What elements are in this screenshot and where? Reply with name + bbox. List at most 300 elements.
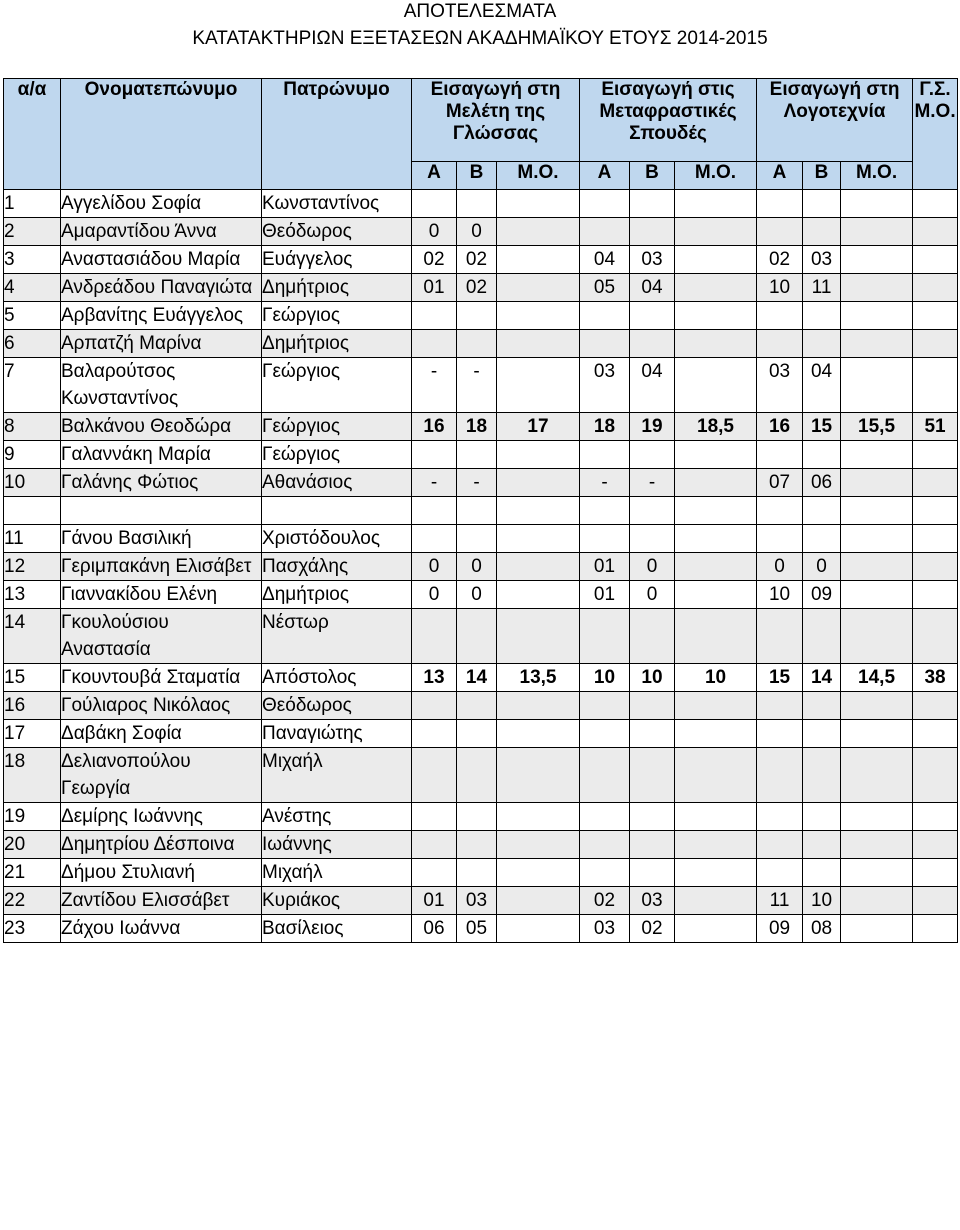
student-name: Δημητρίου Δέσποινα (61, 831, 262, 859)
father-name: Γεώργιος (262, 413, 412, 441)
score-cell (580, 302, 630, 330)
score-cell: 0 (412, 553, 457, 581)
student-name: Γιαννακίδου Ελένη (61, 581, 262, 609)
score-cell (497, 218, 580, 246)
score-cell (913, 553, 958, 581)
empty-cell (630, 497, 675, 525)
table-row (4, 330, 958, 358)
header-group-language: Εισαγωγή στη Μελέτη της Γλώσσας (412, 79, 580, 162)
score-cell (675, 190, 757, 218)
score-cell (412, 720, 457, 748)
score-cell (675, 246, 757, 274)
student-name: Γούλιαρος Νικόλαος (61, 692, 262, 720)
score-cell: 05 (457, 915, 497, 943)
score-cell (457, 441, 497, 469)
score-cell (497, 609, 580, 664)
score-cell (841, 190, 913, 218)
score-cell (757, 831, 803, 859)
score-cell (412, 859, 457, 887)
score-cell (803, 609, 841, 664)
empty-cell (262, 497, 412, 525)
score-cell: 01 (412, 274, 457, 302)
score-cell: 17 (497, 413, 580, 441)
row-number: 6 (4, 330, 61, 358)
row-number: 21 (4, 859, 61, 887)
score-cell (412, 831, 457, 859)
score-cell (580, 859, 630, 887)
score-cell: 10 (757, 581, 803, 609)
score-cell (803, 525, 841, 553)
score-cell (497, 831, 580, 859)
score-cell (630, 441, 675, 469)
score-cell (675, 581, 757, 609)
score-cell (913, 274, 958, 302)
score-cell (497, 330, 580, 358)
score-cell (457, 720, 497, 748)
father-name: Ευάγγελος (262, 246, 412, 274)
document-header (0, 0, 960, 54)
score-cell: 0 (457, 581, 497, 609)
score-cell (757, 441, 803, 469)
score-cell (841, 692, 913, 720)
score-cell (675, 915, 757, 943)
document-subtitle: ΚΑΤΑΤΑΚΤΗΡΙΩΝ ΕΞΕΤΑΣΕΩΝ ΑΚΑΔΗΜΑΪΚΟΥ ΕΤΟΥΣ 2014-2015 (192, 28, 768, 49)
score-cell: 19 (630, 413, 675, 441)
score-cell (412, 609, 457, 664)
empty-cell (803, 497, 841, 525)
score-cell: - (630, 469, 675, 497)
score-cell (630, 720, 675, 748)
score-cell (497, 441, 580, 469)
father-name: Θεόδωρος (262, 218, 412, 246)
score-cell: 10 (580, 664, 630, 692)
score-cell (913, 302, 958, 330)
header-group-literature: Εισαγωγή στη Λογοτεχνία (757, 79, 913, 162)
score-cell: - (457, 469, 497, 497)
father-name: Μιχαήλ (262, 748, 412, 803)
score-cell: 11 (757, 887, 803, 915)
score-cell (497, 720, 580, 748)
table-row (4, 803, 958, 831)
score-cell (841, 915, 913, 943)
score-cell (412, 525, 457, 553)
header-sub-2: Μ.Ο. (497, 162, 580, 190)
score-cell (841, 887, 913, 915)
spacer-row (4, 497, 958, 525)
score-cell: 03 (457, 887, 497, 915)
score-cell: 15 (757, 664, 803, 692)
table-row (4, 358, 958, 413)
father-name: Πασχάλης (262, 553, 412, 581)
row-number: 4 (4, 274, 61, 302)
score-cell (841, 720, 913, 748)
score-cell: 03 (630, 246, 675, 274)
score-cell (412, 302, 457, 330)
score-cell (497, 190, 580, 218)
score-cell: 18,5 (675, 413, 757, 441)
father-name: Γεώργιος (262, 358, 412, 413)
score-cell (497, 748, 580, 803)
score-cell (580, 525, 630, 553)
score-cell (757, 748, 803, 803)
score-cell: 03 (803, 246, 841, 274)
score-cell (757, 720, 803, 748)
score-cell (757, 302, 803, 330)
row-number: 16 (4, 692, 61, 720)
results-table (3, 78, 958, 943)
score-cell (675, 330, 757, 358)
score-cell (457, 803, 497, 831)
score-cell (757, 859, 803, 887)
score-cell (803, 720, 841, 748)
score-cell (841, 525, 913, 553)
score-cell (497, 692, 580, 720)
score-cell (913, 720, 958, 748)
score-cell: 03 (580, 358, 630, 413)
father-name: Γεώργιος (262, 441, 412, 469)
score-cell: 09 (757, 915, 803, 943)
score-cell: 0 (457, 218, 497, 246)
score-cell: 01 (580, 553, 630, 581)
row-number: 15 (4, 664, 61, 692)
score-cell (457, 859, 497, 887)
score-cell (841, 803, 913, 831)
score-cell: 02 (457, 246, 497, 274)
header-father: Πατρώνυμο (262, 79, 412, 190)
score-cell: 0 (412, 581, 457, 609)
score-cell (913, 859, 958, 887)
empty-cell (4, 497, 61, 525)
student-name: Αρπατζή Μαρίνα (61, 330, 262, 358)
score-cell (675, 720, 757, 748)
father-name: Απόστολος (262, 664, 412, 692)
score-cell (457, 748, 497, 803)
score-cell (630, 302, 675, 330)
score-cell (580, 218, 630, 246)
table-row (4, 581, 958, 609)
score-cell (497, 469, 580, 497)
table-row (4, 246, 958, 274)
score-cell (803, 692, 841, 720)
score-cell (497, 525, 580, 553)
student-name: Γκουλούσιου Αναστασία (61, 609, 262, 664)
score-cell (841, 358, 913, 413)
score-cell: 03 (580, 915, 630, 943)
score-cell (580, 692, 630, 720)
score-cell: 07 (757, 469, 803, 497)
row-number: 20 (4, 831, 61, 859)
score-cell (497, 553, 580, 581)
score-cell (913, 358, 958, 413)
row-number: 10 (4, 469, 61, 497)
score-cell (913, 330, 958, 358)
score-cell (757, 218, 803, 246)
student-name: Ζάχου Ιωάννα (61, 915, 262, 943)
score-cell (497, 887, 580, 915)
score-cell (757, 609, 803, 664)
score-cell (841, 553, 913, 581)
empty-cell (457, 497, 497, 525)
score-cell: 05 (580, 274, 630, 302)
score-cell (913, 525, 958, 553)
score-cell (580, 190, 630, 218)
student-name: Βαλκάνου Θεοδώρα (61, 413, 262, 441)
row-number: 5 (4, 302, 61, 330)
score-cell (457, 302, 497, 330)
score-cell (913, 887, 958, 915)
empty-cell (675, 497, 757, 525)
score-cell: 38 (913, 664, 958, 692)
score-cell (675, 692, 757, 720)
score-cell (580, 748, 630, 803)
score-cell: - (412, 469, 457, 497)
table-row (4, 190, 958, 218)
empty-cell (757, 497, 803, 525)
score-cell: 10 (803, 887, 841, 915)
student-name: Αρβανίτης Ευάγγελος (61, 302, 262, 330)
score-cell (497, 246, 580, 274)
table-row (4, 664, 958, 692)
score-cell (757, 190, 803, 218)
score-cell: 13,5 (497, 664, 580, 692)
table-row (4, 218, 958, 246)
score-cell (412, 441, 457, 469)
score-cell (457, 692, 497, 720)
empty-cell (497, 497, 580, 525)
table-body (4, 190, 958, 943)
score-cell: 06 (803, 469, 841, 497)
score-cell (457, 831, 497, 859)
score-cell (913, 692, 958, 720)
score-cell (913, 915, 958, 943)
score-cell: 51 (913, 413, 958, 441)
table-row (4, 748, 958, 803)
score-cell (675, 274, 757, 302)
score-cell (630, 330, 675, 358)
row-number: 12 (4, 553, 61, 581)
score-cell (841, 609, 913, 664)
score-cell: 10 (675, 664, 757, 692)
header-sub-7: Β (803, 162, 841, 190)
score-cell (630, 609, 675, 664)
score-cell: 0 (757, 553, 803, 581)
score-cell (803, 831, 841, 859)
score-cell (497, 803, 580, 831)
score-cell (913, 803, 958, 831)
student-name: Αμαραντίδου Άννα (61, 218, 262, 246)
score-cell (803, 218, 841, 246)
score-cell (675, 302, 757, 330)
score-cell (913, 441, 958, 469)
score-cell: 04 (630, 274, 675, 302)
score-cell (841, 581, 913, 609)
father-name: Κυριάκος (262, 887, 412, 915)
student-name: Γαλάνης Φώτιος (61, 469, 262, 497)
score-cell: - (412, 358, 457, 413)
score-cell (841, 831, 913, 859)
score-cell (412, 190, 457, 218)
score-cell (757, 330, 803, 358)
score-cell: 13 (412, 664, 457, 692)
score-cell: 15 (803, 413, 841, 441)
student-name: Αναστασιάδου Μαρία (61, 246, 262, 274)
score-cell (913, 190, 958, 218)
score-cell (757, 525, 803, 553)
table-row (4, 915, 958, 943)
table-row (4, 831, 958, 859)
score-cell: 0 (412, 218, 457, 246)
row-number: 3 (4, 246, 61, 274)
header-group-translation: Εισαγωγή στις Μεταφραστικές Σπουδές (580, 79, 757, 162)
score-cell: 08 (803, 915, 841, 943)
score-cell: 16 (757, 413, 803, 441)
score-cell: 01 (580, 581, 630, 609)
score-cell (675, 831, 757, 859)
score-cell (675, 553, 757, 581)
score-cell (497, 859, 580, 887)
score-cell (841, 218, 913, 246)
row-number: 9 (4, 441, 61, 469)
score-cell (580, 720, 630, 748)
header-sub-3: Α (580, 162, 630, 190)
student-name: Γάνου Βασιλική (61, 525, 262, 553)
table-row (4, 469, 958, 497)
header-sub-0: Α (412, 162, 457, 190)
score-cell (675, 469, 757, 497)
score-cell (497, 274, 580, 302)
score-cell (630, 803, 675, 831)
score-cell: 03 (757, 358, 803, 413)
score-cell (630, 692, 675, 720)
father-name: Νέστωρ (262, 609, 412, 664)
score-cell (841, 859, 913, 887)
score-cell: 0 (630, 553, 675, 581)
score-cell (630, 218, 675, 246)
row-number: 7 (4, 358, 61, 413)
score-cell (457, 525, 497, 553)
table-row (4, 887, 958, 915)
score-cell: 0 (630, 581, 675, 609)
student-name: Γαλαννάκη Μαρία (61, 441, 262, 469)
row-number: 8 (4, 413, 61, 441)
score-cell (630, 831, 675, 859)
row-number: 22 (4, 887, 61, 915)
score-cell: 04 (803, 358, 841, 413)
score-cell (913, 581, 958, 609)
score-cell (757, 803, 803, 831)
row-number: 2 (4, 218, 61, 246)
score-cell (412, 692, 457, 720)
score-cell: 01 (412, 887, 457, 915)
score-cell: 0 (803, 553, 841, 581)
row-number: 23 (4, 915, 61, 943)
score-cell (630, 525, 675, 553)
score-cell (580, 831, 630, 859)
table-row (4, 525, 958, 553)
row-number: 17 (4, 720, 61, 748)
student-name: Δελιανοπούλου Γεωργία (61, 748, 262, 803)
student-name: Δήμου Στυλιανή (61, 859, 262, 887)
header-sub-1: Β (457, 162, 497, 190)
empty-cell (61, 497, 262, 525)
score-cell (841, 246, 913, 274)
row-number: 19 (4, 803, 61, 831)
score-cell (913, 609, 958, 664)
table-row (4, 553, 958, 581)
student-name: Ζαντίδου Ελισσάβετ (61, 887, 262, 915)
empty-cell (412, 497, 457, 525)
table-row (4, 302, 958, 330)
score-cell (497, 358, 580, 413)
score-cell: 03 (630, 887, 675, 915)
score-cell: 14,5 (841, 664, 913, 692)
score-cell (803, 748, 841, 803)
table-row (4, 859, 958, 887)
score-cell: 11 (803, 274, 841, 302)
score-cell: 06 (412, 915, 457, 943)
score-cell (841, 441, 913, 469)
score-cell: 02 (757, 246, 803, 274)
score-cell (675, 859, 757, 887)
score-cell: 18 (580, 413, 630, 441)
father-name: Ιωάννης (262, 831, 412, 859)
empty-cell (841, 497, 913, 525)
score-cell (412, 330, 457, 358)
score-cell (913, 748, 958, 803)
score-cell (630, 190, 675, 218)
score-cell (497, 581, 580, 609)
score-cell (803, 441, 841, 469)
score-cell (457, 609, 497, 664)
father-name: Δημήτριος (262, 274, 412, 302)
score-cell (675, 525, 757, 553)
father-name: Παναγιώτης (262, 720, 412, 748)
row-number: 14 (4, 609, 61, 664)
father-name: Δημήτριος (262, 581, 412, 609)
score-cell (580, 330, 630, 358)
father-name: Μιχαήλ (262, 859, 412, 887)
student-name: Δεμίρης Ιωάννης (61, 803, 262, 831)
score-cell (675, 748, 757, 803)
father-name: Γεώργιος (262, 302, 412, 330)
row-number: 1 (4, 190, 61, 218)
score-cell (497, 302, 580, 330)
row-number: 11 (4, 525, 61, 553)
score-cell: 16 (412, 413, 457, 441)
score-cell (675, 803, 757, 831)
table-row (4, 274, 958, 302)
score-cell: 04 (630, 358, 675, 413)
score-cell: 15,5 (841, 413, 913, 441)
score-cell (675, 887, 757, 915)
score-cell (803, 330, 841, 358)
score-cell (675, 441, 757, 469)
header-sub-5: Μ.Ο. (675, 162, 757, 190)
score-cell: 10 (630, 664, 675, 692)
score-cell (913, 469, 958, 497)
score-cell (913, 246, 958, 274)
father-name: Δημήτριος (262, 330, 412, 358)
score-cell: 14 (803, 664, 841, 692)
score-cell (457, 190, 497, 218)
score-cell (580, 441, 630, 469)
score-cell (841, 302, 913, 330)
score-cell (803, 190, 841, 218)
score-cell: 09 (803, 581, 841, 609)
table-header (4, 79, 958, 190)
score-cell: 14 (457, 664, 497, 692)
father-name: Κωνσταντίνος (262, 190, 412, 218)
